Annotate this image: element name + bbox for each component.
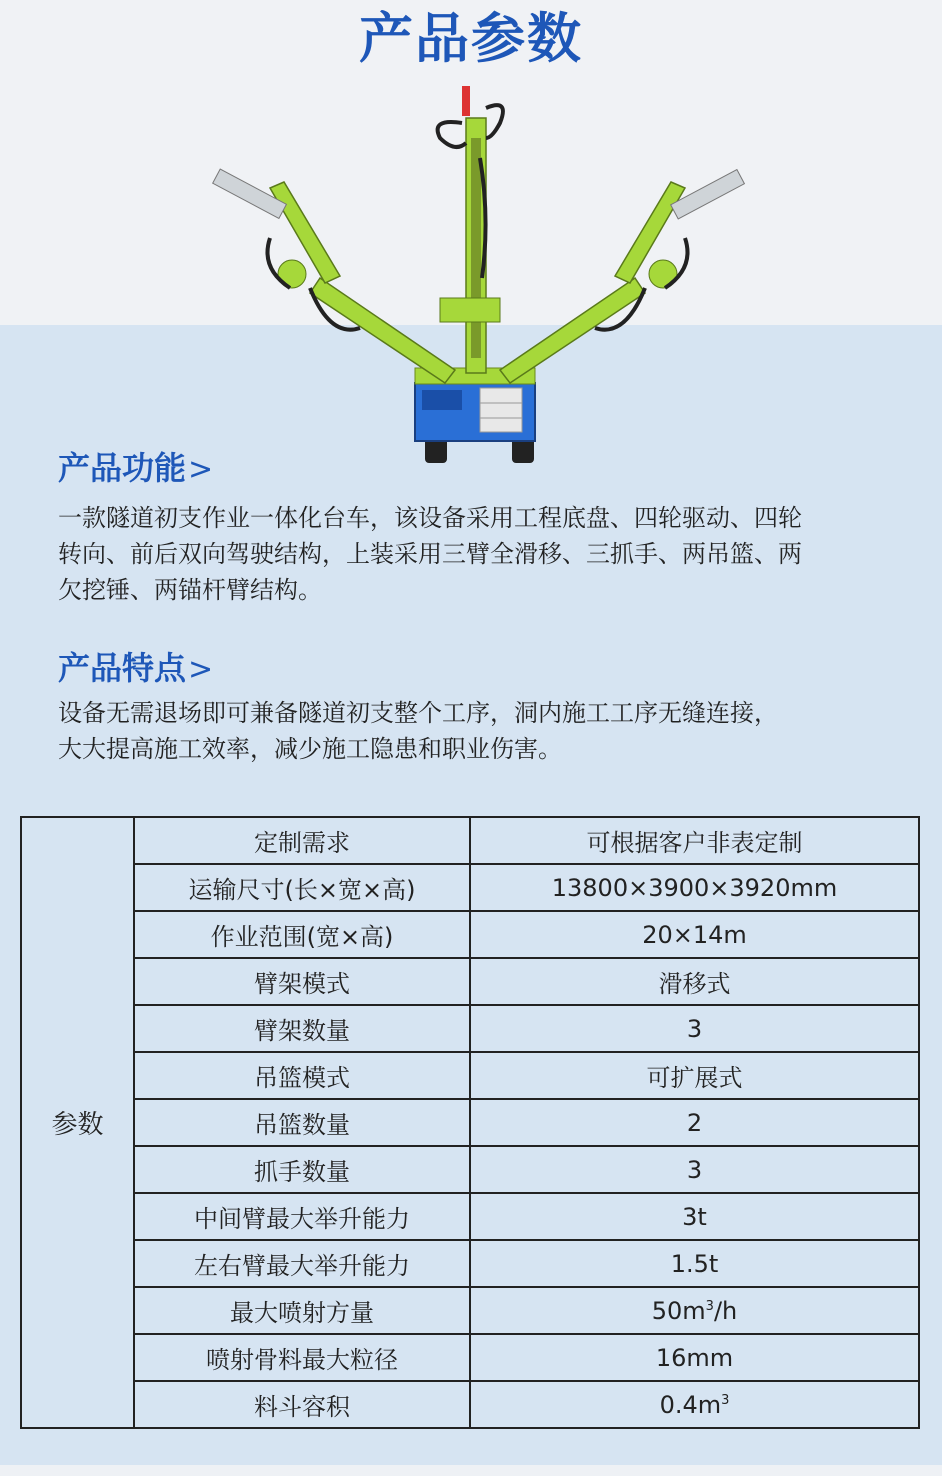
param-name: 臂架模式 [134,958,470,1005]
function-line: 一款隧道初支作业一体化台车，该设备采用工程底盘、四轮驱动、四轮 [58,504,802,532]
param-name: 中间臂最大举升能力 [134,1193,470,1240]
params-table [20,816,920,1429]
param-value-base: 0.4m [659,1390,722,1419]
param-value: 2 [470,1099,919,1146]
param-value [470,1381,919,1428]
bottom-strip [0,1465,942,1476]
table-row [21,1146,919,1193]
features-line: 大大提高施工效率，减少施工隐患和职业伤害。 [58,735,562,763]
param-name: 料斗容积 [134,1381,470,1428]
param-value-superscript: 3 [721,1392,730,1408]
table-row [21,864,919,911]
table-row [21,1099,919,1146]
tunnel-rig-image [200,78,760,470]
features-heading-text: 产品特点 [58,649,187,687]
param-value-superscript: 3 [705,1298,714,1314]
param-name: 抓手数量 [134,1146,470,1193]
param-name: 作业范围(宽×高) [134,911,470,958]
table-row [21,1052,919,1099]
params-table-body [21,817,919,1428]
table-row [21,958,919,1005]
page-title: 产品参数 [359,7,583,70]
param-value: 1.5t [470,1240,919,1287]
param-name: 左右臂最大举升能力 [134,1240,470,1287]
param-value: 3t [470,1193,919,1240]
function-line: 转向、前后双向驾驶结构，上装采用三臂全滑移、三抓手、两吊篮、两 [58,540,802,568]
param-value: 13800×3900×3920mm [470,864,919,911]
function-text [58,500,906,608]
param-value: 20×14m [470,911,919,958]
table-row [21,817,919,864]
param-name: 吊篮模式 [134,1052,470,1099]
features-line: 设备无需退场即可兼备隧道初支整个工序，洞内施工工序无缝连接， [58,699,778,727]
table-row [21,1381,919,1428]
param-name: 运输尺寸(长×宽×高) [134,864,470,911]
param-value: 16mm [470,1334,919,1381]
table-row [21,1287,919,1334]
features-text [58,695,906,767]
features-heading-arrow: > [188,652,214,687]
param-value-base: 50m [651,1296,706,1325]
function-heading [58,448,213,490]
param-name: 定制需求 [134,817,470,864]
param-name: 喷射骨料最大粒径 [134,1334,470,1381]
table-row [21,1193,919,1240]
param-value: 可根据客户非表定制 [470,817,919,864]
function-heading-text: 产品功能 [58,449,187,487]
param-value: 3 [470,1146,919,1193]
param-name: 吊篮数量 [134,1099,470,1146]
table-row [21,911,919,958]
param-name: 臂架数量 [134,1005,470,1052]
table-row [21,1334,919,1381]
function-line: 欠挖锤、两锚杆臂结构。 [58,576,322,604]
param-value: 3 [470,1005,919,1052]
params-group-label: 参数 [21,817,134,1428]
param-value: 滑移式 [470,958,919,1005]
function-heading-arrow: > [188,452,214,487]
param-name: 最大喷射方量 [134,1287,470,1334]
param-value [470,1287,919,1334]
table-row [21,1005,919,1052]
param-value: 可扩展式 [470,1052,919,1099]
features-heading [58,648,213,690]
table-row [21,1240,919,1287]
param-value-suffix: /h [713,1296,738,1325]
